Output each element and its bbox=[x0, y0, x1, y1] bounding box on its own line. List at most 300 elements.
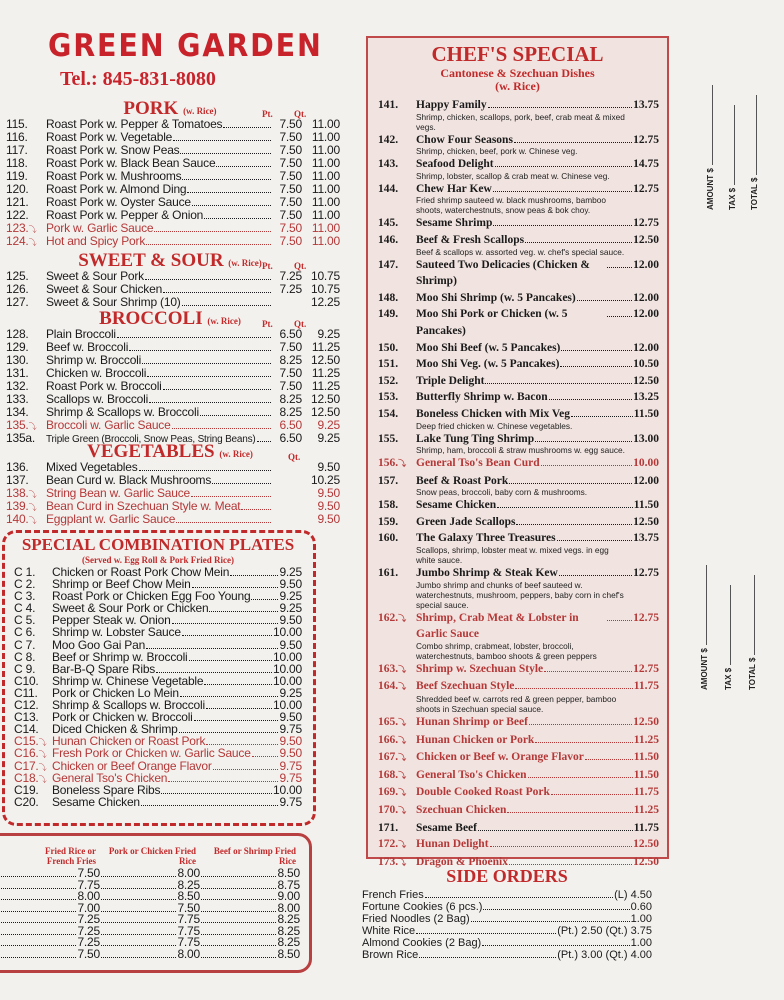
item-number: C 5. bbox=[14, 613, 36, 628]
price-cell: 8.00 bbox=[77, 889, 100, 903]
price-cell: 9.00 bbox=[277, 889, 300, 903]
item-name: Hunan Chicken or Roast Pork bbox=[52, 734, 206, 749]
item-number: C16. bbox=[14, 746, 39, 761]
chef-item bbox=[368, 181, 667, 216]
item-number: 130. bbox=[6, 353, 29, 367]
item-number: 167. bbox=[378, 751, 399, 764]
item-name: Shrimp or Beef Chow Mein bbox=[52, 577, 191, 592]
item-name: General Tso's Bean Curd bbox=[416, 457, 540, 470]
item-price: 10.00 bbox=[272, 649, 302, 664]
item-number: 153. bbox=[378, 391, 399, 404]
quart-price: 12.25 bbox=[310, 295, 340, 309]
item-name: Happy Family bbox=[416, 99, 487, 111]
item-number: C19. bbox=[14, 782, 39, 797]
pint-price: 7.50 bbox=[279, 117, 302, 131]
item-price: 12.50 bbox=[633, 716, 659, 729]
item-name: Eggplant w. Garlic Sauce bbox=[46, 512, 176, 526]
item-number: C 9. bbox=[14, 661, 36, 676]
item-description: Combo shrimp, crabmeat, lobster, broccoli, waterchestnuts, bamboo shoots & green peppers bbox=[416, 640, 597, 661]
item-name: Roast Pork w. Oyster Sauce bbox=[46, 195, 191, 209]
item-name: Beef or Shrimp w. Broccoli bbox=[52, 649, 188, 664]
menu-item bbox=[0, 235, 340, 248]
amount-label: AMOUNT $ bbox=[706, 168, 715, 210]
quart-price: 9.50 bbox=[317, 499, 340, 513]
item-number: 158. bbox=[378, 499, 399, 512]
item-name: Triple Delight bbox=[416, 374, 485, 387]
item-name: Shrimp w. Broccoli bbox=[46, 353, 142, 367]
pint-price: 7.50 bbox=[279, 156, 302, 170]
combo-item bbox=[0, 626, 302, 638]
item-name: Hunan Chicken or Pork bbox=[416, 733, 535, 746]
hot-pepper-icon: ⤵ bbox=[398, 613, 407, 623]
combo-item bbox=[0, 639, 302, 651]
quart-price: 10.75 bbox=[310, 282, 340, 296]
item-number: 154. bbox=[378, 407, 399, 420]
item-price: 9.50 bbox=[279, 637, 302, 652]
item-name: Chicken or Roast Pork Chow Mein bbox=[52, 565, 230, 579]
tax-label: TAX $ bbox=[728, 187, 737, 210]
item-price: 12.50 bbox=[633, 233, 659, 246]
hot-pepper-icon: ⤵ bbox=[398, 682, 407, 692]
item-name: Roast Pork w. Pepper & Onion bbox=[46, 208, 204, 222]
item-name: Hot and Spicy Pork bbox=[46, 234, 146, 248]
item-name: Triple Green (Broccoli, Snow Peas, String Beans) bbox=[46, 434, 256, 445]
item-price: 10.00 bbox=[633, 457, 659, 470]
quart-price: 11.00 bbox=[311, 143, 340, 157]
item-name: Sesame Beef bbox=[416, 821, 477, 834]
item-name: Moo Shi Pork or Chicken (w. 5 Pancakes) bbox=[416, 308, 568, 337]
item-price: (Pt.) 3.00 (Qt.) 4.00 bbox=[557, 949, 652, 961]
price-cell: 7.75 bbox=[177, 912, 200, 926]
item-name: General Tso's Chicken bbox=[416, 768, 527, 781]
item-price: 12.50 bbox=[633, 374, 659, 387]
item-name: Szechuan Chicken bbox=[416, 804, 507, 816]
item-description: Jumbo shrimp and chunks of beef sauteed w. waterchestnuts, mushroom, peppers, baby corn in chef's special sauce. bbox=[416, 579, 624, 610]
item-price: 11.50 bbox=[633, 768, 659, 781]
item-name: Roast Pork w. Snow Peas bbox=[46, 143, 180, 157]
item-number: 137. bbox=[6, 473, 29, 487]
pint-price: 7.50 bbox=[279, 143, 302, 157]
item-name: Bean Curd in Szechuan Style w. Meat bbox=[46, 499, 241, 513]
price-cell: 7.25 bbox=[77, 912, 100, 926]
item-price: 11.50 bbox=[633, 407, 659, 420]
item-price: 11.50 bbox=[633, 751, 659, 764]
price-cell: 8.50 bbox=[177, 889, 200, 903]
price-cell: 8.50 bbox=[277, 946, 300, 961]
chef-item bbox=[368, 257, 667, 290]
menu-section bbox=[0, 310, 340, 445]
item-number: 131. bbox=[6, 366, 29, 380]
item-number: 161. bbox=[378, 567, 399, 580]
item-price: 14.75 bbox=[633, 158, 659, 171]
price-cell: 8.25 bbox=[277, 912, 300, 926]
item-price: 12.00 bbox=[633, 308, 659, 321]
item-number: 169. bbox=[378, 786, 399, 799]
item-price: 12.75 bbox=[633, 182, 659, 195]
item-description: Beef & scallops w. assorted veg. w. chef's special sauce. bbox=[416, 246, 625, 257]
item-name: Sesame Shrimp bbox=[416, 217, 493, 230]
combo-item bbox=[0, 796, 302, 808]
item-price: 1.00 bbox=[630, 937, 652, 949]
item-name: Pork or Chicken w. Broccoli bbox=[52, 710, 193, 725]
item-name: Green Jade Scallops bbox=[416, 515, 516, 528]
item-number: 160. bbox=[378, 532, 399, 545]
chef-item bbox=[368, 678, 667, 714]
quart-price: 9.50 bbox=[317, 512, 340, 526]
chef-item bbox=[368, 514, 667, 531]
menu-item bbox=[0, 513, 340, 526]
quart-price: 11.00 bbox=[311, 234, 340, 248]
chefs-special-title: CHEF'S SPECIAL bbox=[431, 42, 604, 66]
item-name: Shrimp & Scallops w. Broccoli bbox=[52, 698, 205, 713]
chef-item bbox=[368, 497, 667, 514]
chef-item bbox=[368, 431, 667, 456]
combo-item bbox=[0, 784, 302, 796]
item-number: 146. bbox=[378, 233, 399, 246]
chef-item bbox=[368, 714, 667, 732]
item-name: Chicken or Beef w. Orange Flavor bbox=[416, 751, 584, 764]
item-name: Beef Szechuan Style bbox=[416, 680, 515, 693]
section-title: SWEET & SOUR bbox=[78, 250, 224, 271]
hot-pepper-icon: ⤵ bbox=[38, 762, 47, 772]
item-price: (Pt.) 2.50 (Qt.) 3.75 bbox=[557, 925, 652, 937]
item-name: Scallops w. Broccoli bbox=[46, 392, 149, 406]
item-price: 10.00 bbox=[272, 661, 302, 676]
hot-pepper-icon: ⤵ bbox=[398, 770, 407, 780]
hot-pepper-icon: ⤵ bbox=[398, 735, 407, 745]
item-name: Beef & Fresh Scallops bbox=[416, 233, 525, 246]
side-orders-title: SIDE ORDERS bbox=[446, 866, 568, 886]
item-description: Shredded beef w. carrots red & green pepper, bamboo shoots in Szechuan special sauce. bbox=[416, 694, 617, 715]
pint-price: 7.25 bbox=[279, 269, 302, 283]
side-item bbox=[362, 901, 652, 913]
item-number: 119. bbox=[6, 169, 28, 183]
item-number: 143. bbox=[378, 158, 399, 171]
item-number: C 2. bbox=[14, 577, 36, 592]
item-price: 10.00 bbox=[272, 698, 302, 713]
pint-price: 7.50 bbox=[279, 169, 302, 183]
pint-price: 7.50 bbox=[279, 182, 302, 196]
item-price: 10.00 bbox=[272, 673, 302, 688]
phone-number: Tel.: 845-831-8080 bbox=[60, 68, 216, 90]
item-price: 11.50 bbox=[633, 499, 659, 512]
price-cell: 8.25 bbox=[277, 935, 300, 949]
item-number: C 4. bbox=[14, 601, 36, 616]
combo-item bbox=[0, 651, 302, 663]
hot-pepper-icon: ⤵ bbox=[28, 516, 37, 525]
pint-price: 6.50 bbox=[279, 418, 302, 432]
hot-pepper-icon: ⤵ bbox=[398, 788, 407, 798]
quart-price: 11.00 bbox=[311, 169, 340, 183]
item-price: 10.00 bbox=[272, 625, 302, 640]
item-price: 9.25 bbox=[279, 685, 302, 700]
chef-item bbox=[368, 732, 667, 750]
item-name: Moo Shi Shrimp (w. 5 Pancakes) bbox=[416, 291, 576, 304]
table-row bbox=[0, 868, 300, 880]
item-price: 9.50 bbox=[279, 613, 302, 628]
item-price: 12.75 bbox=[633, 611, 659, 624]
item-number: 123. bbox=[6, 221, 29, 235]
chef-item bbox=[368, 356, 667, 373]
item-number: C 6. bbox=[14, 625, 36, 640]
item-name: Chow Four Seasons bbox=[416, 133, 513, 146]
section-subtitle: (w. Rice) bbox=[207, 316, 241, 326]
pint-price: 7.50 bbox=[279, 379, 302, 393]
item-price: 12.00 bbox=[633, 291, 659, 304]
item-number: 126. bbox=[6, 282, 29, 296]
item-price: 12.50 bbox=[633, 515, 659, 528]
item-number: 148. bbox=[378, 291, 399, 304]
item-name: Roast Pork or Chicken Egg Foo Young bbox=[52, 589, 251, 604]
amount-label: AMOUNT $ bbox=[700, 648, 709, 690]
item-price: 12.50 bbox=[633, 838, 659, 851]
item-price: 10.50 bbox=[633, 358, 659, 371]
item-name: Roast Pork w. Almond Ding bbox=[46, 182, 187, 196]
item-name: Mixed Vegetables bbox=[46, 460, 138, 474]
chef-item bbox=[368, 132, 667, 157]
item-number: 155. bbox=[378, 432, 399, 445]
chef-item bbox=[368, 661, 667, 679]
item-number: 147. bbox=[378, 258, 399, 271]
hot-pepper-icon: ⤵ bbox=[398, 664, 407, 674]
item-description: Shrimp, chicken, beef, pork w. Chinese veg. bbox=[416, 146, 578, 157]
item-number: 139. bbox=[6, 499, 29, 513]
item-number: 124. bbox=[6, 234, 29, 248]
item-number: 129. bbox=[6, 340, 29, 354]
price-cell: 7.50 bbox=[77, 866, 100, 880]
quart-price: 11.00 bbox=[311, 195, 340, 209]
price-cell: 8.00 bbox=[177, 946, 200, 961]
item-number: C15. bbox=[14, 734, 39, 749]
item-name: Pork w. Garlic Sauce bbox=[46, 221, 154, 235]
item-number: 136. bbox=[6, 460, 29, 474]
item-price: 9.75 bbox=[279, 758, 302, 773]
quart-price: 11.00 bbox=[311, 130, 340, 144]
item-number: 118. bbox=[6, 156, 28, 170]
item-number: 135. bbox=[6, 418, 29, 432]
tax-label: TAX $ bbox=[724, 667, 733, 690]
item-price: 9.25 bbox=[279, 589, 302, 604]
item-price: 12.75 bbox=[633, 567, 659, 580]
item-description: Scallops, shrimp, lobster meat w. mixed vegs. in egg white sauce. bbox=[416, 545, 609, 566]
combo-title: SPECIAL COMBINATION PLATES bbox=[21, 535, 295, 554]
table-row bbox=[0, 891, 300, 903]
chef-item bbox=[368, 455, 667, 473]
side-item bbox=[362, 925, 652, 937]
chef-item bbox=[368, 820, 667, 837]
item-price: 9.50 bbox=[279, 710, 302, 725]
item-number: C17. bbox=[14, 758, 39, 773]
item-price: 12.75 bbox=[633, 217, 659, 230]
item-name: White Rice bbox=[362, 925, 416, 937]
item-number: 115. bbox=[6, 117, 28, 131]
side-item bbox=[362, 889, 652, 901]
item-price: 9.75 bbox=[279, 794, 302, 809]
item-name: Sauteed Two Delicacies (Chicken & Shrimp) bbox=[416, 258, 590, 288]
qt-label: Qt. bbox=[294, 261, 307, 271]
chef-item bbox=[368, 802, 667, 820]
item-name: Sesame Chicken bbox=[52, 794, 140, 809]
quart-price: 11.25 bbox=[311, 379, 340, 393]
item-name: French Fries bbox=[362, 889, 424, 901]
item-number: 117. bbox=[6, 143, 28, 157]
item-name: Double Cooked Roast Pork bbox=[416, 786, 550, 799]
pt-label: Pt. bbox=[262, 261, 273, 271]
item-price: 9.25 bbox=[279, 565, 302, 579]
item-name: Diced Chicken & Shrimp bbox=[52, 722, 178, 737]
pint-price: 7.50 bbox=[279, 195, 302, 209]
quart-price: 12.50 bbox=[310, 353, 340, 367]
item-number: C14. bbox=[14, 722, 39, 737]
item-name: Shrimp, Crab Meat & Lobster in Garlic Sauce bbox=[416, 611, 579, 641]
tax-field-top bbox=[728, 105, 737, 210]
chef-item bbox=[368, 784, 667, 802]
combo-subtitle: (Served w. Egg Roll & Pork Fried Rice) bbox=[82, 555, 234, 565]
item-name: Pepper Steak w. Onion bbox=[52, 613, 171, 628]
quart-price: 11.00 bbox=[311, 221, 340, 235]
item-name: Chicken or Beef Orange Flavor bbox=[52, 758, 212, 773]
item-number: 171. bbox=[378, 821, 399, 834]
item-name: Pork or Chicken Lo Mein bbox=[52, 685, 179, 700]
item-number: C10. bbox=[14, 673, 39, 688]
price-cell: 7.50 bbox=[77, 946, 100, 961]
hot-pepper-icon: ⤵ bbox=[28, 422, 37, 431]
item-number: 156. bbox=[378, 457, 399, 470]
hot-pepper-icon: ⤵ bbox=[398, 459, 407, 469]
pint-price: 6.50 bbox=[279, 431, 302, 445]
chef-item bbox=[368, 610, 667, 661]
qt-label: Qt. bbox=[294, 319, 307, 329]
item-name: Dragon & Phoenix bbox=[416, 855, 508, 868]
item-name: Sweet & Sour Pork or Chicken bbox=[52, 601, 209, 616]
pint-price: 8.25 bbox=[279, 353, 302, 367]
total-label: TOTAL $ bbox=[748, 657, 757, 690]
section-title: VEGETABLES bbox=[87, 441, 215, 462]
item-description: Snow peas, broccoli, baby corn & mushrooms. bbox=[416, 487, 588, 498]
item-number: C 8. bbox=[14, 649, 36, 664]
item-name: Brown Rice bbox=[362, 949, 419, 961]
item-description: Shrimp, chicken, scallops, pork, beef, crab meat & mixed vegs. bbox=[416, 111, 625, 132]
side-item bbox=[362, 937, 652, 949]
pint-price: 7.50 bbox=[279, 234, 302, 248]
combo-item bbox=[0, 772, 302, 784]
item-name: Beef & Roast Pork bbox=[416, 474, 509, 487]
item-number: 157. bbox=[378, 474, 399, 487]
item-name: General Tso's Chicken bbox=[52, 770, 168, 785]
quart-price: 10.75 bbox=[310, 269, 340, 283]
price-cell: 7.25 bbox=[77, 923, 100, 938]
price-cell: 8.00 bbox=[177, 866, 200, 880]
item-price: 12.50 bbox=[633, 855, 659, 868]
item-name: Chicken w. Broccoli bbox=[46, 366, 147, 380]
price-cell: 8.25 bbox=[177, 877, 200, 892]
item-price: 9.75 bbox=[279, 722, 302, 737]
item-name: Moo Goo Gai Pan bbox=[52, 637, 146, 652]
chef-item bbox=[368, 232, 667, 257]
chef-item bbox=[368, 340, 667, 357]
quart-price: 11.00 bbox=[311, 117, 340, 131]
chef-item bbox=[368, 565, 667, 610]
item-name: Moo Shi Beef (w. 5 Pancakes) bbox=[416, 341, 561, 354]
item-name: Fried Noodles (2 Bag) bbox=[362, 913, 470, 925]
item-name: Shrimp w. Lobster Sauce bbox=[52, 625, 181, 640]
item-number: C20. bbox=[14, 794, 39, 809]
chef-item bbox=[368, 97, 667, 132]
pt-label: Pt. bbox=[262, 109, 273, 119]
item-name: Boneless Chicken with Mix Veg bbox=[416, 407, 570, 420]
chef-item bbox=[368, 373, 667, 390]
item-number: C18. bbox=[14, 770, 39, 785]
item-name: Sweet & Sour Chicken bbox=[46, 282, 163, 296]
section-subtitle: (w. Rice) bbox=[228, 258, 262, 268]
item-number: 165. bbox=[378, 716, 399, 729]
item-name: Roast Pork w. Vegetable bbox=[46, 130, 173, 144]
item-price: 10.00 bbox=[272, 782, 302, 797]
menu-section bbox=[0, 100, 340, 248]
chef-item bbox=[368, 749, 667, 767]
quart-price: 9.50 bbox=[317, 460, 340, 474]
item-name: Jumbo Shrimp & Steak Kew bbox=[416, 567, 558, 580]
item-number: 128. bbox=[6, 327, 29, 341]
item-name: Shrimp & Scallops w. Broccoli bbox=[46, 405, 199, 419]
item-number: 122. bbox=[6, 208, 29, 222]
item-name: Bar-B-Q Spare Ribs bbox=[52, 661, 156, 676]
item-number: C13. bbox=[14, 710, 39, 725]
item-number: 145. bbox=[378, 217, 399, 230]
total-field-bottom bbox=[748, 575, 757, 690]
chefs-special-box bbox=[366, 36, 669, 868]
item-name: Butterfly Shrimp w. Bacon bbox=[416, 391, 548, 404]
item-name: Chew Har Kew bbox=[416, 182, 492, 195]
table-row bbox=[0, 946, 300, 961]
pint-price: 7.50 bbox=[279, 221, 302, 235]
item-name: Broccoli w. Garlic Sauce bbox=[46, 418, 171, 432]
item-number: 144. bbox=[378, 182, 399, 195]
item-price: 12.75 bbox=[633, 662, 659, 675]
item-name: Plain Broccoli bbox=[46, 327, 116, 341]
quart-price: 10.25 bbox=[310, 473, 340, 487]
hot-pepper-icon: ⤵ bbox=[28, 503, 37, 512]
chef-item bbox=[368, 389, 667, 406]
item-description: Fried shrimp sauteed w. black mushrooms, bamboo shoots, waterchestnuts, snow peas & bok choy. bbox=[416, 195, 606, 216]
combo-item bbox=[0, 760, 302, 772]
item-price: 9.50 bbox=[279, 734, 302, 749]
item-number: 159. bbox=[378, 515, 399, 528]
table-header: Pork or Chicken Fried Rice bbox=[108, 846, 196, 866]
total-field-top bbox=[750, 95, 759, 210]
chef-item bbox=[368, 290, 667, 307]
quart-price: 9.50 bbox=[317, 486, 340, 500]
item-name: Shrimp w. Szechuan Style bbox=[416, 662, 544, 675]
pint-price: 6.50 bbox=[279, 327, 302, 341]
item-number: 173. bbox=[378, 855, 399, 868]
item-number: C 7. bbox=[14, 637, 36, 652]
chef-item bbox=[368, 530, 667, 565]
item-number: 121. bbox=[6, 195, 29, 209]
chefs-special-subtitle: Cantonese & Szechuan Dishes bbox=[440, 66, 595, 80]
hot-pepper-icon: ⤵ bbox=[38, 750, 47, 760]
hot-pepper-icon: ⤵ bbox=[28, 238, 37, 247]
price-cell: 8.00 bbox=[277, 900, 300, 915]
item-number: 166. bbox=[378, 733, 399, 746]
pint-price: 7.50 bbox=[279, 340, 302, 354]
item-number: 150. bbox=[378, 341, 399, 354]
chef-item bbox=[368, 215, 667, 232]
chef-item bbox=[368, 836, 667, 854]
item-price: 11.25 bbox=[633, 804, 659, 816]
pint-price: 7.50 bbox=[279, 130, 302, 144]
price-cell: 7.50 bbox=[177, 900, 200, 915]
